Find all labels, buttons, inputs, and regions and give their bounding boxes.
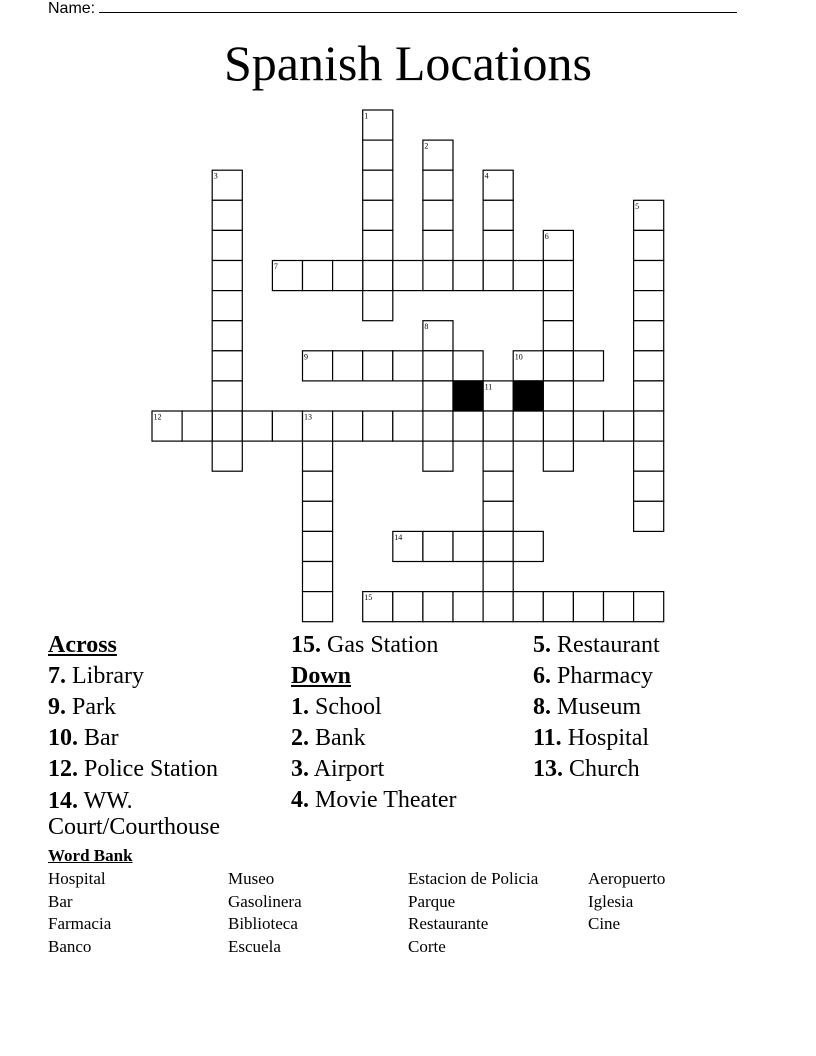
- grid-cell[interactable]: [543, 321, 573, 351]
- clue-text: Library: [72, 663, 144, 689]
- clues-column-2: [291, 630, 526, 816]
- clue-number-label: 12: [153, 412, 162, 422]
- grid-cell[interactable]: [272, 411, 302, 441]
- grid-cell[interactable]: [423, 531, 453, 561]
- grid-cell[interactable]: [363, 351, 393, 381]
- clue-number: 10.: [48, 725, 78, 751]
- grid-cell[interactable]: [634, 381, 664, 411]
- grid-cell[interactable]: [573, 411, 603, 441]
- word-bank-item: Bar: [48, 891, 73, 911]
- grid-cell[interactable]: [423, 381, 453, 411]
- grid-cell[interactable]: [483, 531, 513, 561]
- clue-number-label: 6: [544, 231, 549, 241]
- clue-number: 14.: [48, 788, 78, 814]
- clue-text: Bar: [84, 725, 119, 751]
- grid-cell[interactable]: [634, 471, 664, 501]
- clue-across-9: [48, 692, 283, 723]
- grid-cell[interactable]: [483, 200, 513, 230]
- clue-down-1: [291, 692, 526, 723]
- page-title: Spanish Locations: [223, 35, 593, 91]
- grid-cell[interactable]: [333, 261, 363, 291]
- clue-down-4: [291, 785, 526, 816]
- clue-number-label: 1: [364, 111, 369, 121]
- clue-number: 1.: [291, 694, 309, 720]
- clue-text: Bank: [315, 725, 366, 751]
- down-heading: Down: [291, 663, 352, 689]
- grid-cell[interactable]: [543, 411, 573, 441]
- clue-down-8: [533, 692, 768, 723]
- clue-number: 15.: [291, 632, 321, 658]
- grid-cell[interactable]: [393, 351, 423, 381]
- clue-down-13: [533, 754, 768, 785]
- clue-number-label: 15: [364, 593, 373, 603]
- clue-down-5: [533, 630, 768, 661]
- clue-text: Gas Station: [327, 632, 439, 658]
- word-bank: [48, 868, 768, 958]
- grid-cell[interactable]: [212, 230, 242, 260]
- clue-across-15: [291, 630, 526, 661]
- grid-cell[interactable]: [453, 411, 483, 441]
- across-heading: Across: [48, 632, 117, 658]
- word-bank-item: Aeropuerto: [588, 869, 666, 888]
- clue-number: 7.: [48, 663, 66, 689]
- word-bank-item: Hospital: [48, 869, 106, 888]
- grid-cell[interactable]: [363, 411, 393, 441]
- clue-number: 8.: [533, 694, 551, 720]
- clues-column-1: [48, 630, 283, 840]
- grid-cell[interactable]: [333, 351, 363, 381]
- grid-cell[interactable]: [483, 261, 513, 291]
- clue-number: 5.: [533, 632, 551, 658]
- grid-cell[interactable]: [453, 592, 483, 622]
- grid-cell[interactable]: [303, 501, 333, 531]
- grid-cell[interactable]: [483, 592, 513, 622]
- clue-across-7: [48, 661, 283, 692]
- grid-cell[interactable]: [363, 140, 393, 170]
- clue-number: 3.: [291, 756, 309, 782]
- grid-cell[interactable]: [212, 261, 242, 291]
- grid-cell[interactable]: [543, 381, 573, 411]
- clue-text: Police Station: [84, 756, 218, 782]
- grid-cell[interactable]: [423, 351, 453, 381]
- grid-cell[interactable]: [423, 230, 453, 260]
- black-cell: [453, 381, 483, 411]
- grid-cell[interactable]: [634, 261, 664, 291]
- grid-cell[interactable]: [543, 291, 573, 321]
- grid-cell[interactable]: [393, 411, 423, 441]
- grid-cell[interactable]: [363, 170, 393, 200]
- grid-cell[interactable]: [604, 411, 634, 441]
- grid-cell[interactable]: [423, 261, 453, 291]
- grid-cell[interactable]: [303, 261, 333, 291]
- grid-cell[interactable]: [182, 411, 212, 441]
- grid-cell[interactable]: [363, 230, 393, 260]
- grid-cell[interactable]: [423, 170, 453, 200]
- clue-number-label: 9: [304, 352, 308, 362]
- grid-cell[interactable]: [303, 531, 333, 561]
- clue-across-12: [48, 754, 283, 785]
- grid-cell[interactable]: [483, 441, 513, 471]
- clue-down-6: [533, 661, 768, 692]
- clue-number-label: 11: [484, 382, 493, 392]
- word-bank-item: Gasolinera: [228, 891, 302, 911]
- clue-number-label: 13: [304, 412, 312, 422]
- word-bank-item: Corte: [408, 936, 446, 956]
- clue-across-14: [48, 785, 283, 840]
- grid-cell[interactable]: [363, 291, 393, 321]
- grid-cell[interactable]: [543, 351, 573, 381]
- clue-text: School: [315, 694, 382, 720]
- clue-text: Movie Theater: [315, 787, 457, 813]
- clue-number-label: 7: [273, 262, 278, 271]
- grid-cell[interactable]: [363, 261, 393, 291]
- grid-cell[interactable]: [212, 441, 242, 471]
- grid-cell[interactable]: [453, 351, 483, 381]
- word-bank-item: Cine: [588, 914, 621, 933]
- grid-cell[interactable]: [363, 200, 393, 230]
- word-bank-title: Word Bank: [48, 846, 133, 865]
- grid-cell[interactable]: [212, 411, 242, 441]
- grid-cell[interactable]: [212, 200, 242, 230]
- word-bank-item: Museo: [228, 869, 275, 888]
- clue-text: Restaurant: [557, 632, 660, 658]
- clue-number: 4.: [291, 787, 309, 813]
- clue-number: 6.: [533, 663, 551, 689]
- word-bank-item: Banco: [48, 936, 92, 956]
- clue-number-label: 2: [424, 141, 429, 151]
- clue-number-label: 10: [514, 352, 523, 362]
- word-bank-item: Biblioteca: [228, 914, 298, 933]
- clue-number: 11.: [533, 725, 562, 751]
- word-bank-item: Estacion de Policia: [408, 869, 539, 888]
- grid-cell[interactable]: [483, 471, 513, 501]
- grid-cell[interactable]: [634, 592, 664, 622]
- word-bank-item: Iglesia: [588, 891, 634, 911]
- clue-number: 13.: [533, 756, 563, 782]
- grid-cell[interactable]: [483, 230, 513, 260]
- clue-text: Pharmacy: [557, 663, 653, 689]
- grid-cell[interactable]: [453, 531, 483, 561]
- grid-cell[interactable]: [483, 411, 513, 441]
- clue-across-10: [48, 723, 283, 754]
- clue-down-2: [291, 723, 526, 754]
- grid-cell[interactable]: [393, 261, 423, 291]
- word-bank-item: Parque: [408, 891, 456, 911]
- clue-text: Museum: [557, 694, 641, 720]
- grid-cell[interactable]: [212, 321, 242, 351]
- grid-cell[interactable]: [513, 592, 543, 622]
- grid-cell[interactable]: [423, 200, 453, 230]
- clue-text: Park: [72, 694, 116, 720]
- grid-cell[interactable]: [303, 592, 333, 622]
- clue-text: Church: [569, 756, 640, 782]
- clue-text: Airport: [313, 756, 385, 782]
- clue-text: Hospital: [567, 725, 650, 751]
- grid-cell[interactable]: [483, 501, 513, 531]
- grid-cell[interactable]: [453, 261, 483, 291]
- clue-number-label: 3: [213, 171, 218, 181]
- grid-cell[interactable]: [634, 441, 664, 471]
- clue-down-3: [291, 754, 526, 785]
- word-bank-item: Escuela: [228, 936, 281, 956]
- grid-cell[interactable]: [483, 562, 513, 592]
- grid-cell[interactable]: [543, 592, 573, 622]
- grid-cell[interactable]: [212, 381, 242, 411]
- clue-number-label: 14: [394, 532, 403, 542]
- grid-cell[interactable]: [423, 592, 453, 622]
- grid-cell[interactable]: [634, 351, 664, 381]
- clue-number: 2.: [291, 725, 309, 751]
- grid-cell[interactable]: [333, 411, 363, 441]
- word-bank-item: Restaurante: [408, 914, 489, 933]
- grid-cell[interactable]: [543, 441, 573, 471]
- clue-number-label: 5: [635, 201, 640, 211]
- grid-cell[interactable]: [423, 441, 453, 471]
- grid-cell[interactable]: [303, 562, 333, 592]
- grid-cell[interactable]: [513, 261, 543, 291]
- grid-cell[interactable]: [212, 291, 242, 321]
- clues-column-3: [533, 630, 768, 785]
- grid-cell[interactable]: [604, 592, 634, 622]
- grid-cell[interactable]: [634, 291, 664, 321]
- clue-text: WW. Court/Courthouse: [48, 788, 220, 840]
- grid-cell[interactable]: [634, 230, 664, 260]
- clue-number: 12.: [48, 756, 78, 782]
- grid-cell[interactable]: [513, 531, 543, 561]
- grid-cell[interactable]: [573, 351, 603, 381]
- clue-number-label: 4: [484, 171, 489, 181]
- clue-number: 9.: [48, 694, 66, 720]
- grid-cell[interactable]: [573, 592, 603, 622]
- grid-cell[interactable]: [513, 411, 543, 441]
- name-label: Name:: [48, 0, 96, 17]
- word-bank-item: Farmacia: [48, 914, 112, 933]
- grid-cell[interactable]: [634, 321, 664, 351]
- grid-cell[interactable]: [303, 441, 333, 471]
- grid-cell[interactable]: [423, 411, 453, 441]
- grid-cell[interactable]: [212, 351, 242, 381]
- clue-number-label: 8: [424, 322, 429, 332]
- grid-cell[interactable]: [543, 261, 573, 291]
- grid-cell[interactable]: [242, 411, 272, 441]
- black-cell: [513, 381, 543, 411]
- grid-cell[interactable]: [634, 501, 664, 531]
- grid-cell[interactable]: [634, 411, 664, 441]
- grid-cell[interactable]: [303, 471, 333, 501]
- grid-cell[interactable]: [393, 592, 423, 622]
- clue-down-11: [533, 723, 768, 754]
